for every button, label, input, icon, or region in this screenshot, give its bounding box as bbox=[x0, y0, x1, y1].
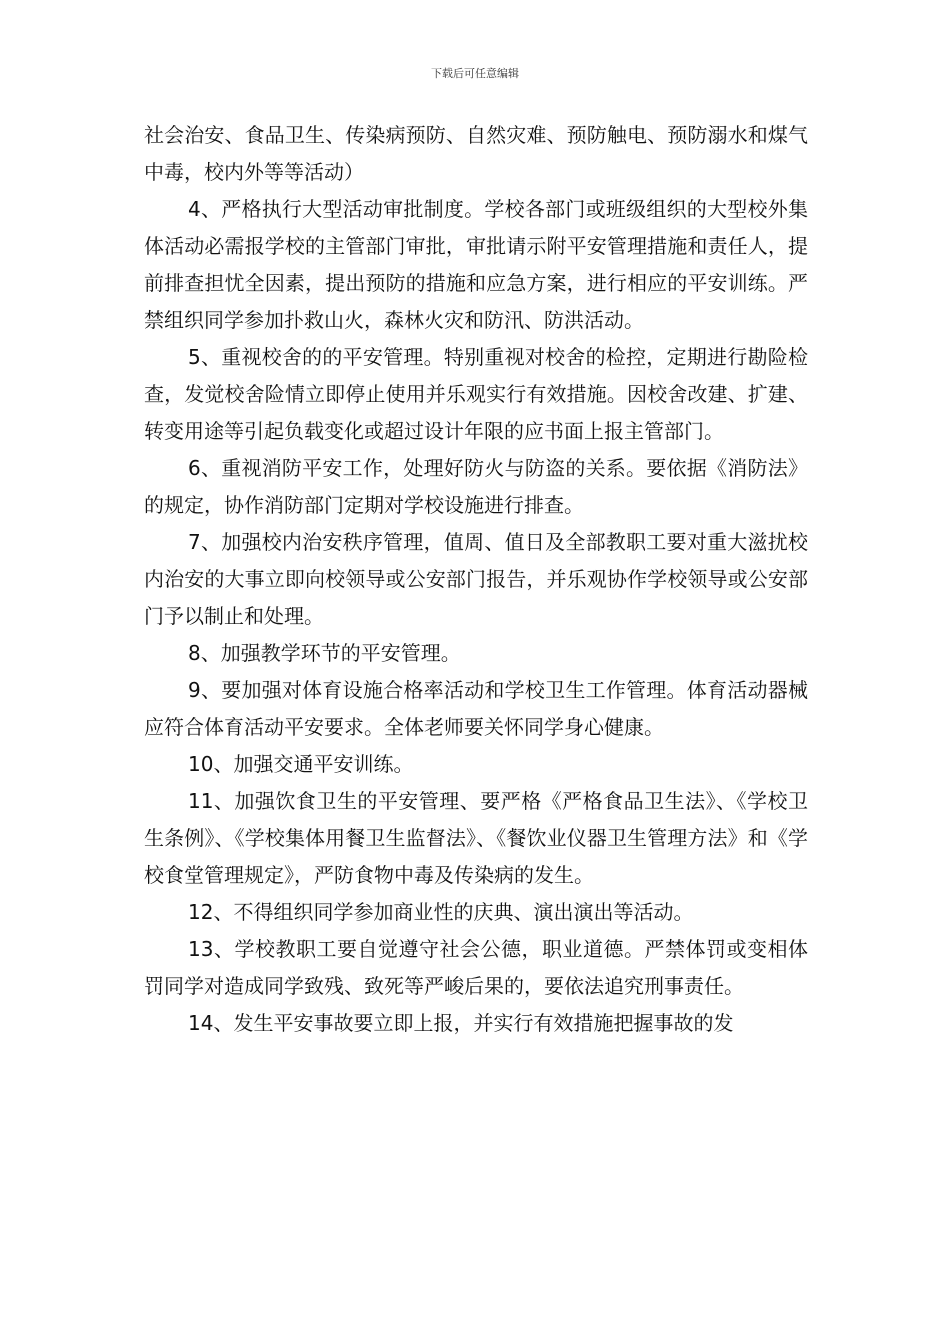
paragraph-item-10: 10、加强交通平安训练。 bbox=[188, 752, 414, 776]
paragraph-item-8: 8、加强教学环节的平安管理。 bbox=[188, 641, 461, 665]
paragraph-item-14: 14、发生平安事故要立即上报，并实行有效措施把握事故的发 bbox=[188, 1011, 734, 1035]
paragraph-item-13: 13、学校教职工要自觉遵守社会公德，职业道德。严禁体罚或变相体罚同学对造成同学致残、致死等严峻后果的，要依法追究刑事责任。 bbox=[144, 937, 808, 998]
paragraph-item-4: 4、严格执行大型活动审批制度。学校各部门或班级组织的大型校外集体活动必需报学校的主管部门审批，审批请示附平安管理措施和责任人，提前排查担忧全因素，提出预防的措施和应急方案，进行相应的平安训练。严禁组织同学参加扑救山火，森林火灾和防汛、防洪活动。 bbox=[144, 197, 808, 332]
paragraph-item-5: 5、重视校舍的的平安管理。特别重视对校舍的检控，定期进行勘险检查，发觉校舍险情立即停止使用并乐观实行有效措施。因校舍改建、扩建、转变用途等引起负载变化或超过设计年限的应书面上报主管部门。 bbox=[144, 345, 808, 443]
paragraph-item-7: 7、加强校内治安秩序管理，值周、值日及全部教职工要对重大滋扰校内治安的大事立即向校领导或公安部门报告，并乐观协作学校领导或公安部门予以制止和处理。 bbox=[144, 530, 808, 628]
paragraph-item-6: 6、重视消防平安工作，处理好防火与防盗的关系。要依据《消防法》的规定，协作消防部门定期对学校设施进行排查。 bbox=[144, 456, 808, 517]
paragraph-item-11: 11、加强饮食卫生的平安管理、要严格《严格食品卫生法》、《学校卫生条例》、《学校集体用餐卫生监督法》、《餐饮业仪器卫生管理方法》和《学校食堂管理规定》，严防食物中毒及传染病的发生。 bbox=[144, 789, 808, 887]
paragraph-item-12: 12、不得组织同学参加商业性的庆典、演出演出等活动。 bbox=[188, 900, 694, 924]
header-note: 下载后可任意编辑 bbox=[431, 67, 519, 80]
paragraph-continuation: 社会治安、食品卫生、传染病预防、自然灾难、预防触电、预防溺水和煤气中毒，校内外等等活动） bbox=[144, 123, 808, 184]
paragraph-item-9: 9、要加强对体育设施合格率活动和学校卫生工作管理。体育活动器械应符合体育活动平安要求。全体老师要关怀同学身心健康。 bbox=[144, 678, 808, 739]
document-body bbox=[144, 117, 808, 1042]
